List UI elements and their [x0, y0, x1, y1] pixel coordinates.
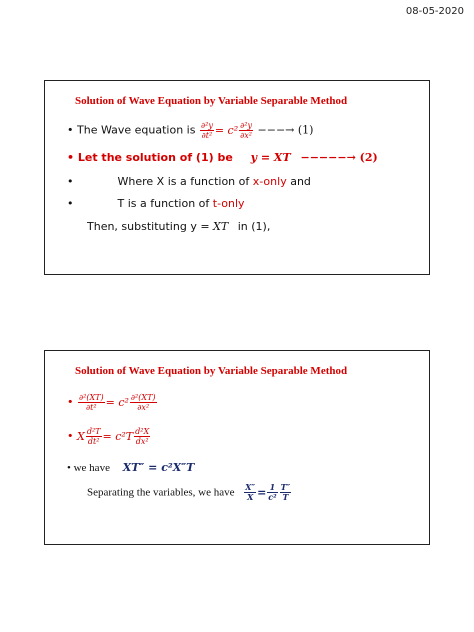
separation-formula: $\frac{X''}{X}$ = $\frac{1}{\text{c²}}$ $\frac{T''}{T}$: [245, 482, 291, 502]
slide-1: [44, 80, 430, 275]
slide-2-title: Solution of Wave Equation by Variable Separable Method: [75, 365, 348, 377]
derivative-equation-line: • X $\frac{\text{d²T}}{\text{dt²}}$ = c²T $\frac{\text{d²X}}{\text{dx²}}$: [67, 427, 150, 446]
we-have-line: • we have XT″ = c²X″T: [67, 461, 195, 474]
bullet: •: [67, 462, 74, 474]
separated-product-formula: XT″ = c²X″T: [122, 461, 195, 474]
wave-equation-line: [67, 121, 313, 140]
wave-equation-formula: $\frac{\text{∂²y}}{\text{∂t²}}$ = c² $\frac{\text{∂²y}}{\text{∂x²}}$: [200, 121, 253, 140]
page-date: 08-05-2020: [405, 6, 464, 17]
t-function-line: • T is a function of t-only: [67, 197, 245, 210]
solution-formula: y = XT: [250, 151, 291, 164]
equation-ref-1: −−−→ (1): [257, 123, 314, 137]
bullet: •: [67, 395, 77, 409]
substitution-line: Then, substituting y = XT in (1),: [87, 220, 271, 233]
bullet: •: [67, 175, 74, 188]
bullet: •: [67, 123, 77, 137]
equation-ref-2: −−−−−→ (2): [300, 151, 378, 164]
slide-1-title: Solution of Wave Equation by Variable Separable Method: [75, 95, 348, 107]
separation-line: Separating the variables, we have $\frac{X''}{X}$ = $\frac{1}{\text{c²}}$ $\frac{T''}{T}$: [87, 482, 291, 502]
slide-2: [44, 350, 430, 545]
x-function-line: • Where X is a function of x-only and: [67, 175, 311, 188]
bullet: •: [67, 151, 78, 164]
bullet: •: [67, 429, 77, 443]
substituted-equation-line: • $\frac{\text{∂²(XT)}}{\text{∂t²}}$ = c² $\frac{\text{∂²(XT)}}{\text{∂x²}}$: [67, 393, 156, 412]
wave-equation-text: The Wave equation is: [77, 123, 196, 137]
solution-assumption-line: • Let the solution of (1) be y = XT −−−−−→ (2): [67, 151, 378, 164]
bullet: •: [67, 197, 74, 210]
